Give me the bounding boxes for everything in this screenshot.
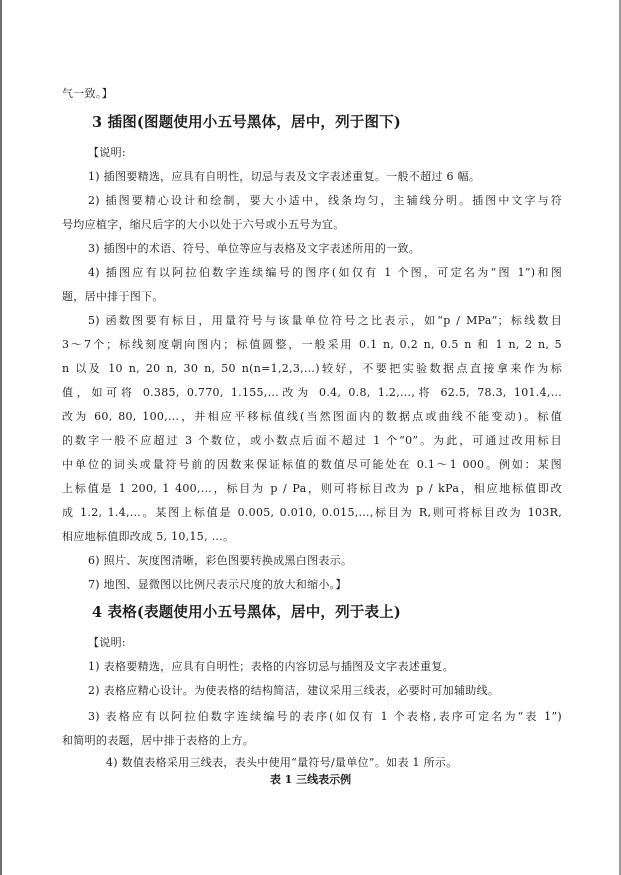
section-3-item-5: 5) 函数图要有标目，用量符号与该量单位符号之比表示，如“p / MPa”；标线数目: [88, 314, 562, 327]
section-4-item-4: 4) 数值表格采用三线表，表头中使用“量符号/量单位”。如表 1 所示。: [106, 756, 458, 769]
section-3-item-5-line-4: 值，如可将 0.385, 0.770, 1.155,…改为 0.4, 0.8, 1.2,…,将 62.5, 78.3, 101.4,…: [62, 386, 562, 399]
section-3-item-5-line-9: 成 1.2, 1.4,…。某图上标值是 0.005, 0.010, 0.015,…,标目为 R,则可将标目改为 103R,: [62, 506, 562, 519]
section-3-item-5-line-10: 相应地标值即改成 5, 10,15, …。: [62, 530, 235, 543]
section-4-note-label: 【说明:: [88, 636, 126, 649]
section-3-item-6: 6) 照片、灰度图清晰，彩色图要转换成黑白图表示。: [88, 554, 353, 567]
section-3-item-5-line-7: 中单位的词头或量符号前的因数来保证标值的数值尽可能处在 0.1～1 000。例如：某图: [62, 458, 562, 471]
section-4-item-3-cont: 和简明的表题，居中排于表格的上方。: [62, 734, 255, 747]
section-3-heading: 3 插图(图题使用小五号黑体，居中，列于图下): [92, 114, 401, 131]
table-1-caption: 表 1 三线表示例: [269, 773, 352, 786]
continuation-line: 气一致。】: [62, 87, 113, 100]
section-3-item-7: 7) 地图、显微图以比例尺表示尺度的放大和缩小。】: [88, 578, 347, 591]
page-left-edge: [0, 0, 2, 875]
section-3-item-2: 2) 插图要精心设计和绘制，要大小适中，线条均匀，主辅线分明。插图中文字与符: [88, 194, 562, 207]
section-3-item-3: 3) 插图中的术语、符号、单位等应与表格及文字表述所用的一致。: [88, 242, 421, 255]
section-3-item-5-line-6: 的数字一般不应超过 3 个数位，或小数点后面不超过 1 个“0”。为此，可通过改用标目: [62, 434, 562, 447]
section-3-item-5-line-3: n 以及 10 n, 20 n, 30 n, 50 n(n=1,2,3,…)较好，不要把实验数据点直接拿来作为标: [62, 362, 562, 375]
section-4-item-2: 2) 表格应精心设计。为使表格的结构简洁，建议采用三线表，必要时可加辅助线。: [88, 684, 500, 697]
section-3-note-label: 【说明:: [88, 146, 126, 159]
section-3-item-4-cont: 题，居中排于图下。: [62, 290, 164, 303]
section-3-item-4: 4) 插图应有以阿拉伯数字连续编号的图序(如仅有 1 个图，可定名为“图 1”)和图: [88, 266, 562, 279]
section-4-item-1: 1) 表格要精选，应具有自明性；表格的内容切忌与插图及文字表述重复。: [88, 660, 454, 673]
section-4-item-3: 3) 表格应有以阿拉伯数字连续编号的表序(如仅有 1 个表格,表序可定名为“表 1”): [88, 710, 562, 723]
section-3-item-5-line-2: 3～7个；标线刻度朝向图内；标值圆整，一般采用 0.1 n, 0.2 n, 0.5 n 和 1 n, 2 n, 5: [62, 338, 562, 351]
section-3-item-5-line-8: 上标值是 1 200, 1 400,…，标目为 p / Pa，则可将标目改为 p / kPa，相应地标值即改: [62, 482, 562, 495]
section-3-item-5-line-5: 改为 60, 80, 100,…，并相应平移标值线(当然图面内的数据点或曲线不能变动)。标值: [62, 410, 562, 423]
section-3-item-1: 1) 插图要精选，应具有自明性，切忌与表及文字表述重复。一般不超过 6 幅。: [88, 170, 481, 183]
section-3-item-2-cont: 号均应植字，缩尺后字的大小以处于六号或小五号为宜。: [62, 218, 345, 231]
section-4-heading: 4 表格(表题使用小五号黑体，居中，列于表上): [92, 604, 401, 621]
